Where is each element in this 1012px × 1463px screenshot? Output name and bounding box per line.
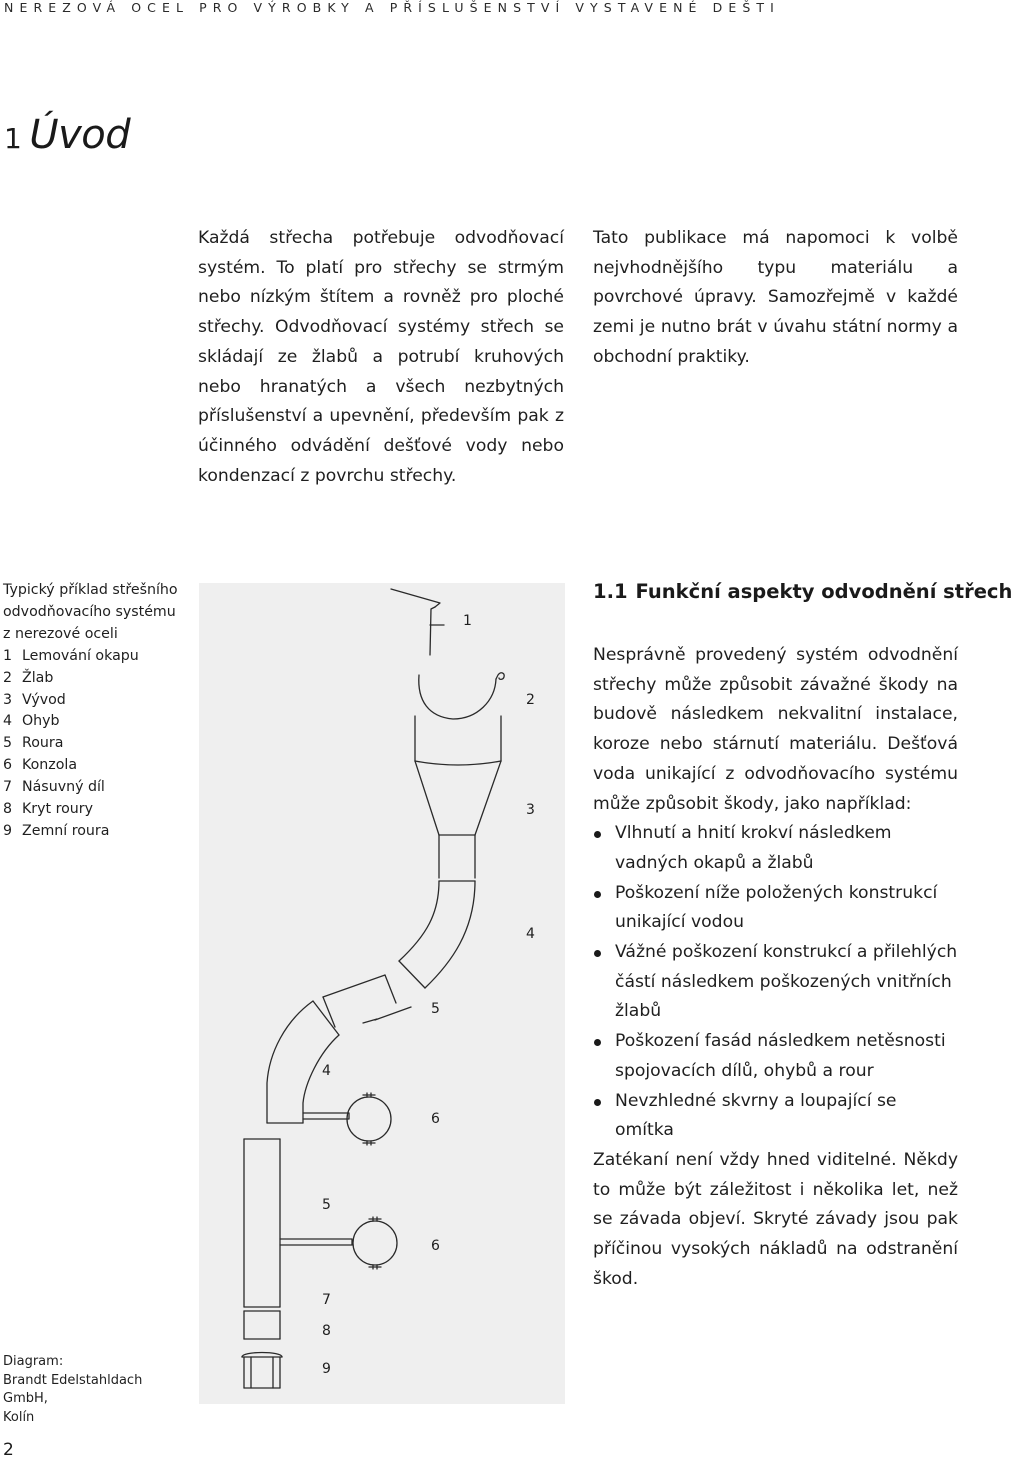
section-body	[593, 641, 958, 1146]
intro-right-text: Tato publikace má napomoci k volbě nejvhodnějšího typu materiálu a povrchové úpravy. Samozřejmě v každé zemi je nutno brát v úvahu státní normy a obchodní praktiky.	[593, 228, 958, 367]
section-closing: Zatékaní není vždy hned viditelné. Někdy to může být záležitost i několika let, než se závada objeví. Skryté závady jsou pak příčinou vysokých nákladů na odstranění škod.	[593, 1150, 958, 1289]
legend-item	[3, 733, 188, 755]
legend-item	[3, 777, 188, 799]
eaves-flashing-drawing	[391, 589, 444, 655]
section-intro: Nesprávně provedený systém odvodnění střechy může způsobit závažné škody na budově následkem nekvalitní instalace, koroze nebo stárnutí materiálu. Dešťová voda unikající z odvodňovacího systému může způsobit škody, jako například:	[593, 645, 958, 814]
section-title	[593, 580, 1012, 603]
running-header: NEREZOVÁ OCEL PRO VÝROBKY A PŘÍSLUŠENSTVÍ VYSTAVENÉ DEŠTI	[4, 0, 780, 15]
diagram-label: 4	[526, 926, 535, 942]
vertical-pipe-drawing	[244, 1139, 280, 1307]
diagram-label: 3	[526, 802, 535, 818]
caption-line: Typický příklad střešního	[3, 582, 178, 598]
list-item: Poškození níže položených konstrukcí unikající vodou	[593, 879, 958, 938]
legend-number: 6	[3, 757, 13, 774]
gutter-drawing	[419, 673, 504, 719]
intro-right-paragraph	[593, 224, 958, 373]
figure-caption	[3, 580, 188, 843]
section-number: 1.1	[593, 580, 628, 603]
legend-item	[3, 646, 188, 668]
page-number: 2	[3, 1440, 14, 1460]
list-item: Vlhnutí a hnití krokví následkem vadných okapů a žlabů	[593, 819, 958, 878]
diagram-label: 9	[322, 1361, 331, 1377]
legend-number: 2	[3, 669, 13, 686]
chapter-title-text: Úvod	[29, 112, 131, 158]
credit-line: Diagram:	[3, 1354, 64, 1369]
legend-label: Lemování okapu	[22, 647, 139, 664]
damage-list	[593, 819, 958, 1146]
pipe-cap-drawing	[242, 1353, 282, 1358]
legend-label: Vývod	[22, 691, 66, 708]
legend-item	[3, 821, 188, 843]
diagram-label: 8	[322, 1323, 331, 1339]
legend-number: 3	[3, 691, 13, 708]
chapter-title	[4, 112, 130, 158]
legend-item	[3, 799, 188, 821]
diagram-label: 5	[322, 1197, 331, 1213]
upper-bend-drawing	[399, 881, 475, 988]
bracket-lower-drawing	[280, 1217, 397, 1269]
credit-line: Kolín	[3, 1409, 35, 1425]
legend-item	[3, 690, 188, 712]
legend-label: Žlab	[22, 669, 54, 686]
diagram-label: 6	[431, 1238, 440, 1254]
legend-item	[3, 755, 188, 777]
legend-number: 9	[3, 822, 13, 839]
legend-number: 5	[3, 735, 13, 752]
intro-left-paragraph	[198, 224, 564, 491]
outlet-drawing	[415, 716, 501, 878]
section-title-text: Funkční aspekty odvodnění střech	[635, 580, 1012, 603]
drainage-diagram	[199, 583, 565, 1404]
legend-label: Násuvný díl	[22, 779, 105, 796]
caption-line: z nerezové oceli	[3, 625, 118, 642]
legend-number: 4	[3, 713, 13, 730]
diagram-label: 4	[322, 1063, 331, 1079]
legend-label: Roura	[22, 735, 64, 752]
diagram-label: 7	[322, 1292, 331, 1308]
diagram-label: 5	[431, 1001, 440, 1017]
diagram-label: 2	[526, 692, 535, 708]
list-item: Poškození fasád následkem netěsnosti spojovacích dílů, ohybů a rour	[593, 1027, 958, 1086]
lower-bend-drawing	[267, 1001, 339, 1123]
legend-item	[3, 711, 188, 733]
bracket-upper-drawing	[303, 1093, 391, 1145]
diagram-label: 6	[431, 1111, 440, 1127]
chapter-number: 1	[4, 122, 22, 155]
ground-pipe-drawing	[244, 1357, 280, 1388]
credit-line: Brandt Edelstahldach GmbH,	[3, 1372, 143, 1406]
diagram-credit	[3, 1353, 188, 1427]
legend-label: Kryt roury	[22, 801, 94, 818]
legend-number: 7	[3, 779, 13, 796]
legend-label: Zemní roura	[22, 822, 110, 839]
list-item: Nevzhledné skvrny a loupající se omítka	[593, 1087, 958, 1146]
section-closing-paragraph	[593, 1146, 958, 1295]
caption-line: odvodňovacího systému	[3, 603, 176, 620]
legend-label: Konzola	[22, 757, 78, 774]
legend-number: 8	[3, 801, 13, 818]
legend-number: 1	[3, 647, 13, 664]
intro-left-text: Každá střecha potřebuje odvodňovací systém. To platí pro střechy se strmým nebo nízkým štítem a rovněž pro ploché střechy. Odvodňovací systémy střech se skládají ze žlabů a potrubí kruhových nebo hranatých a všech nezbytných příslušenství a upevnění, především pak z účinného odvádění dešťové vody nebo kondenzací z povrchu střechy.	[198, 228, 564, 486]
legend-label: Ohyb	[22, 713, 60, 730]
list-item: Vážné poškození konstrukcí a přilehlých částí následkem poškozených vnitřních žlabů	[593, 938, 958, 1027]
diagonal-pipe-drawing	[323, 975, 411, 1027]
diagram-label: 1	[463, 613, 472, 629]
slip-on-piece-drawing	[244, 1311, 280, 1339]
legend-item	[3, 668, 188, 690]
